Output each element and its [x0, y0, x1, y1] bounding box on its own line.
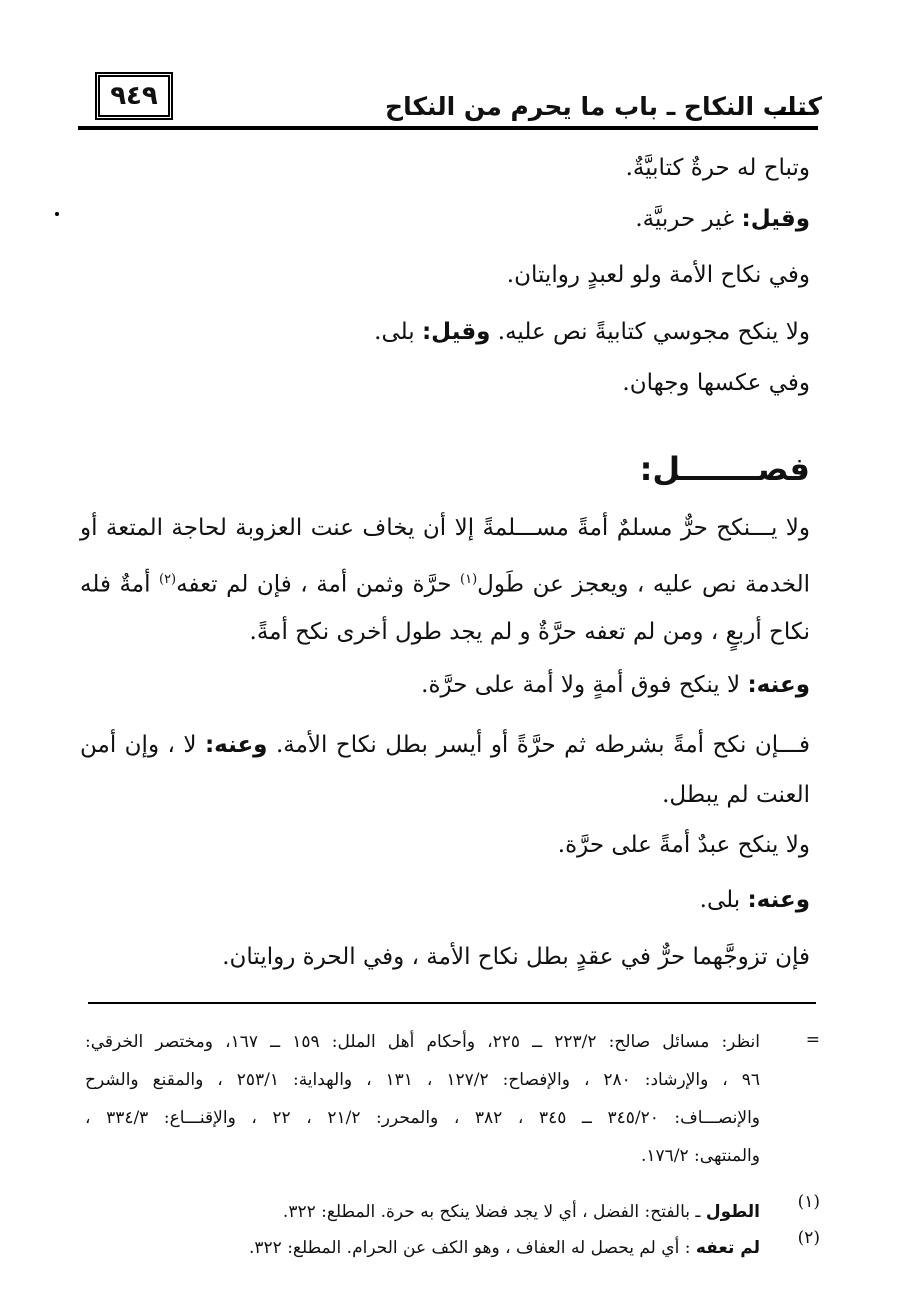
text-line: فإن تزوجَّهما حرٌّ في عقدٍ بطل نكاح الأمة ، وفي الحرة روايتان. [222, 944, 810, 970]
footnote-rule [88, 1002, 816, 1004]
text-line: نكاح أربعٍ ، ومن لم تعفه حرَّةٌ و لم يجد طول أخرى نكح أمةً. [249, 619, 810, 645]
text-line: وفي نكاح الأمة ولو لعبدٍ روايتان. [506, 262, 810, 288]
section-heading: فصـــــــل: [639, 450, 810, 488]
footnote-ref: (١) [460, 572, 478, 587]
text-line: وفي عكسها وجهان. [622, 370, 810, 396]
header-dash [770, 112, 808, 115]
footnote-line: ٩٦ ، والإرشاد: ٢٨٠ ، والإفصاح: ١٢٧/٢ ، ١٣١ ، والهداية: ٢٥٣/١ ، والمقنع والشرح [85, 1070, 760, 1090]
footnote-continuation-mark: = [805, 1030, 820, 1050]
text-line: ولا يـــنكح حرٌّ مسلمٌ أمةً مســـلمةً إلا أن يخاف عنت العزوبة لحاجة المتعة أو [80, 515, 810, 541]
footnote-number: (٢) [797, 1228, 820, 1248]
text-line: وعنه: بلى. [699, 887, 810, 913]
footnote-number: (١) [797, 1192, 820, 1212]
text-line: وقيل: غير حربيَّة. [635, 206, 810, 232]
text-line: الخدمة نص عليه ، ويعجز عن طَول$^{(١)}$ حرَّة وثمن أمة ، فإن لم تعفه$^{(٢)}$ أمةٌ فله [80, 571, 811, 598]
footnote-line: والمنتهى: ١٧٦/٢. [640, 1146, 760, 1166]
page-number: ٩٤٩ [95, 72, 173, 120]
header-rule [78, 126, 818, 130]
stray-mark [55, 212, 59, 216]
text-line: وعنه: لا ينكح فوق أمةٍ ولا أمة على حرَّة. [421, 672, 810, 698]
text-line: ولا ينكح مجوسي كتابيةً نص عليه. وقيل: بلى. [374, 319, 810, 345]
footnote-line: والإنصـــاف: ٣٤٥/٢٠ ــ ٣٤٥ ، ٣٨٢ ، والمحرر: ٢١/٢ ، ٢٢ ، والإقنـــاع: ٣٣٤/٣ ، [85, 1108, 761, 1128]
footnote-2: لم تعفه : أي لم يحصل له العفاف ، وهو الكف عن الحرام. المطلع: ٣٢٢. [248, 1238, 760, 1258]
running-header-title: كتاب النكاح ـ باب ما يحرم من النكاح [385, 92, 822, 121]
text-line: وتباح له حرةٌ كتابيَّةٌ. [625, 155, 810, 181]
footnote-1: الطول ـ بالفتح: الفضل ، أي لا يجد فضلا ينكح به حرة. المطلع: ٣٢٢. [282, 1202, 760, 1222]
text-line: العنت لم يبطل. [662, 782, 810, 808]
text-line: فـــإن نكح أمةً بشرطه ثم حرَّةً أو أيسر بطل نكاح الأمة. وعنه: لا ، وإن أمن [80, 732, 811, 758]
footnote-line: انظر: مسائل صالح: ٢٢٣/٢ ــ ٢٢٥، وأحكام أهل الملل: ١٥٩ ــ ١٦٧، ومختصر الخرقي: [85, 1032, 760, 1052]
text-line: ولا ينكح عبدٌ أمةً على حرَّة. [557, 832, 810, 858]
footnote-ref: (٢) [158, 572, 177, 587]
